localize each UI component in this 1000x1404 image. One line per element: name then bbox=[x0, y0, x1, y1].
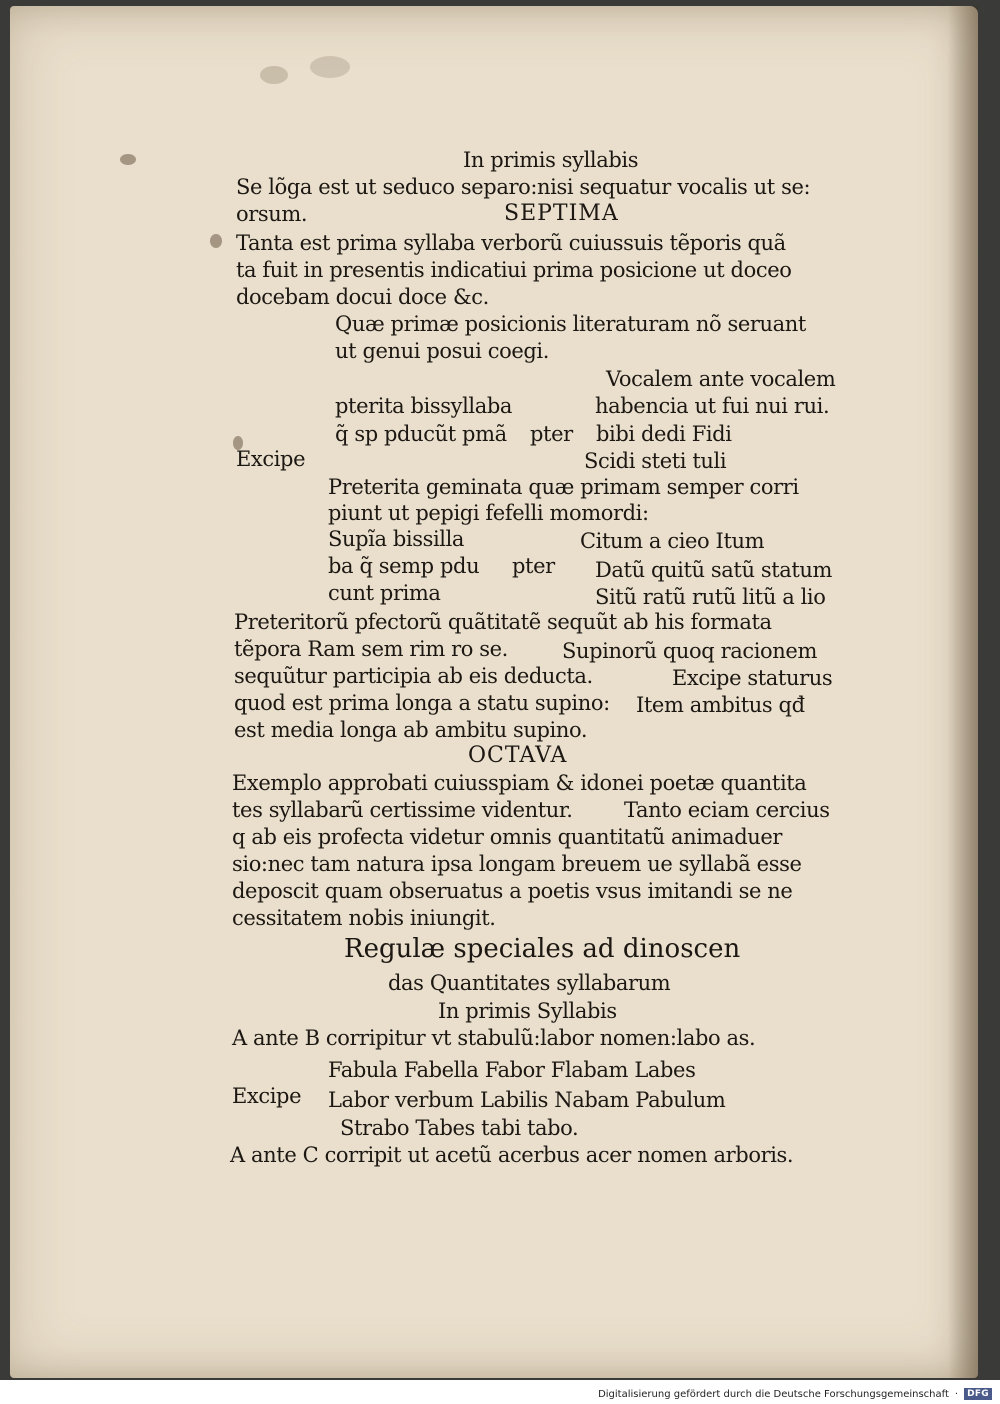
text-line: ba q̃ semp pdu bbox=[328, 554, 480, 578]
text-line: pter bbox=[530, 422, 573, 446]
text-line: Scidi steti tuli bbox=[584, 449, 727, 473]
text-segment: Se lõga est ut seduco separo:nisi sequatur vocalis ut se: bbox=[236, 175, 811, 199]
text-line: orsum. bbox=[236, 202, 308, 226]
text-line: Quæ primæ posicionis literaturam nõ seruant bbox=[335, 312, 806, 336]
text-line: Preteritorũ pfectorũ quãtitatẽ sequũt ab his formata bbox=[234, 610, 772, 634]
text-line: Labor verbum Labilis Nabam Pabulum bbox=[328, 1088, 726, 1112]
margin-label: Excipe bbox=[236, 447, 306, 471]
text-line: deposcit quam obseruatus a poetis vsus imitandi se ne bbox=[232, 879, 793, 903]
text-line: ta fuit in presentis indicatiui prima posicione ut doceo bbox=[236, 258, 792, 282]
text-line: Excipe staturus bbox=[672, 666, 833, 690]
text-line: ut genui posui coegi. bbox=[335, 339, 549, 363]
text-line: Supinorũ quoq racionem bbox=[562, 639, 817, 663]
text-line: habencia ut fui nui rui. bbox=[595, 394, 830, 418]
text-line: sio:nec tam natura ipsa longam breuem ue syllabã esse bbox=[232, 852, 802, 876]
section-heading: das Quantitates syllabarum bbox=[388, 971, 671, 995]
text-line: cessitatem nobis iniungit. bbox=[232, 906, 496, 930]
text-line: Tanta est prima syllaba verborũ cuiussuis tẽporis quã bbox=[236, 231, 786, 255]
text-line: Vocalem ante vocalem bbox=[606, 367, 836, 391]
text-line: bibi dedi Fidi bbox=[596, 422, 732, 446]
separator-dot: · bbox=[954, 1388, 959, 1400]
digitization-credit bbox=[598, 1388, 992, 1400]
running-head: In primis syllabis bbox=[463, 148, 639, 172]
text-line: Strabo Tabes tabi tabo. bbox=[340, 1116, 579, 1140]
text-line: Fabula Fabella Fabor Flabam Labes bbox=[328, 1058, 696, 1082]
section-heading: In primis Syllabis bbox=[438, 999, 617, 1023]
text-line: Datũ quitũ satũ statum bbox=[595, 558, 833, 582]
text-line: Item ambitus qđ bbox=[636, 693, 805, 717]
text-line: est media longa ab ambitu supino. bbox=[234, 718, 588, 742]
text-line: Exemplo approbati cuiusspiam & idonei poetæ quantita bbox=[232, 771, 807, 795]
text-line: A ante C corripit ut acetũ acerbus acer nomen arboris. bbox=[230, 1143, 794, 1167]
text-line: pterita bissyllaba bbox=[335, 394, 512, 418]
text-line: Preterita geminata quæ primam semper corri bbox=[328, 475, 799, 499]
section-heading: Regulæ speciales ad dinoscen bbox=[344, 934, 741, 964]
text-line: piunt ut pepigi fefelli momordi: bbox=[328, 501, 649, 525]
text-line bbox=[236, 174, 861, 200]
text-line: A ante B corripitur vt stabulũ:labor nomen:labo as. bbox=[232, 1026, 756, 1050]
section-heading: SEPTIMA bbox=[504, 201, 619, 226]
text-line: sequũtur participia ab eis deducta. bbox=[234, 664, 593, 688]
section-heading: OCTAVA bbox=[468, 743, 568, 768]
text-line: tẽpora Ram sem rim ro se. bbox=[234, 637, 508, 661]
text-line: quod est prima longa a statu supino: bbox=[234, 691, 610, 715]
credit-text: Digitalisierung gefördert durch die Deutsche Forschungsgemeinschaft bbox=[598, 1388, 949, 1400]
text-line: tes syllabarũ certissime videntur. bbox=[232, 798, 573, 822]
text-line: Tanto eciam cercius bbox=[624, 798, 830, 822]
text-line: q̃ sp pducũt pmã bbox=[335, 422, 507, 446]
text-line: Sitũ ratũ rutũ litũ a lio bbox=[595, 585, 826, 609]
text-line: Citum a cieo Itum bbox=[580, 529, 765, 553]
text-line: q ab eis profecta videtur omnis quantitatũ animaduer bbox=[232, 825, 783, 849]
text-line: Supĩa bissilla bbox=[328, 527, 465, 551]
dfg-logo-icon: DFG bbox=[964, 1388, 992, 1400]
text-line: cunt prima bbox=[328, 581, 441, 605]
margin-label: Excipe bbox=[232, 1084, 302, 1108]
text-line: docebam docui doce &c. bbox=[236, 285, 489, 309]
text-line: pter bbox=[512, 554, 555, 578]
